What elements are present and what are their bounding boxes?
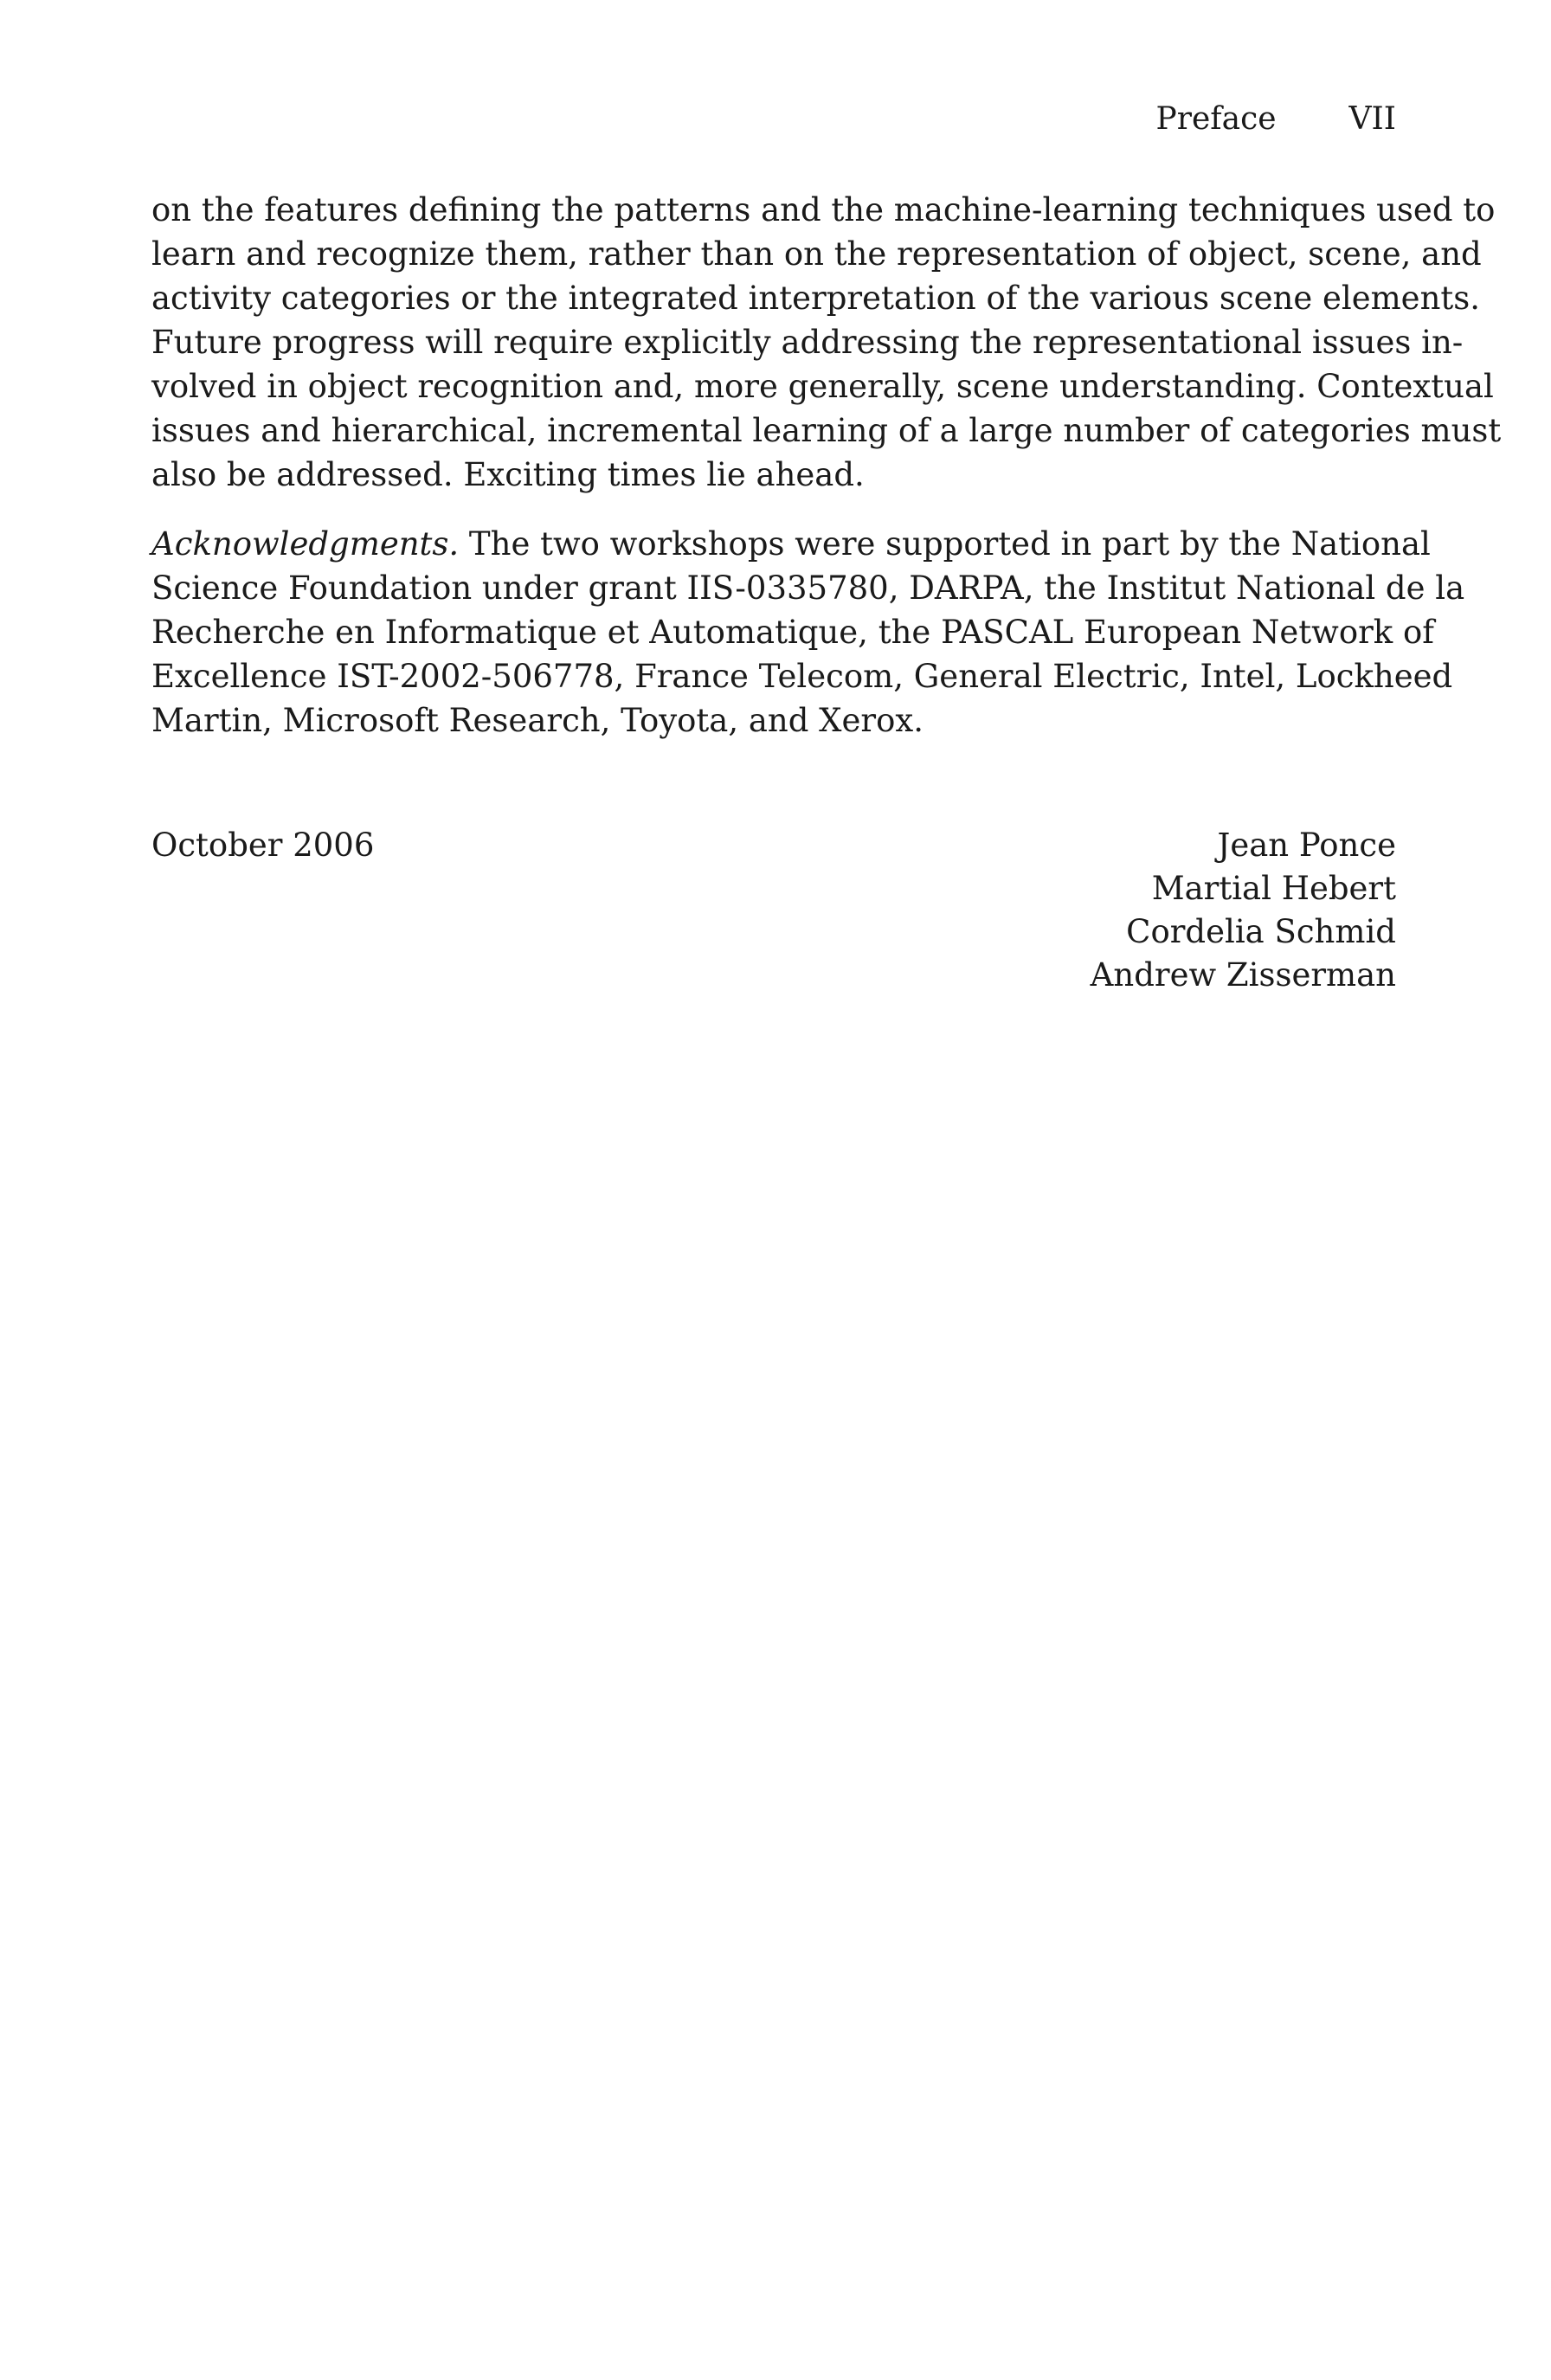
paragraph-line: Martin, Microsoft Research, Toyota, and Xerox. bbox=[151, 702, 924, 739]
paragraph-line: Excellence IST-2002-506778, France Telecom, General Electric, Intel, Lockheed bbox=[151, 658, 1453, 695]
acknowledgments-line-text: The two workshops were supported in part by the National bbox=[459, 525, 1431, 563]
paragraph-line: activity categories or the integrated interpretation of the various scene elements. bbox=[151, 280, 1481, 317]
paragraph-line: volved in object recognition and, more generally, scene understanding. Contextual bbox=[151, 368, 1494, 405]
signatory-name: Cordelia Schmid bbox=[1126, 913, 1396, 950]
paragraph-line: Science Foundation under grant IIS-0335780, DARPA, the Institut National de la bbox=[151, 569, 1465, 607]
running-header bbox=[1156, 97, 1396, 142]
section-title: Preface bbox=[1155, 101, 1277, 137]
signatories bbox=[1091, 824, 1396, 997]
paragraph-line: issues and hierarchical, incremental learning of a large number of categories must bbox=[151, 412, 1502, 449]
paragraph-line: on the features defining the patterns and the machine-learning techniques used to bbox=[151, 191, 1496, 228]
signatory-name: Andrew Zisserman bbox=[1090, 956, 1396, 994]
signatory-name: Jean Ponce bbox=[1217, 827, 1396, 864]
acknowledgments-first-line bbox=[151, 523, 1431, 566]
date: October 2006 bbox=[151, 827, 375, 864]
paragraph-line: also be addressed. Exciting times lie ahead. bbox=[151, 456, 865, 493]
paragraph-line: learn and recognize them, rather than on the representation of object, scene, and bbox=[151, 235, 1482, 273]
document-page bbox=[151, 0, 1502, 2380]
paragraph-line: Future progress will require explicitly addressing the representational issues in- bbox=[151, 324, 1464, 361]
paragraph-line: Recherche en Informatique et Automatique, the PASCAL European Network of bbox=[151, 614, 1434, 651]
page-number: VII bbox=[1348, 101, 1396, 137]
signatory-name: Martial Hebert bbox=[1151, 870, 1396, 907]
acknowledgments-label: Acknowledgments. bbox=[151, 525, 460, 563]
